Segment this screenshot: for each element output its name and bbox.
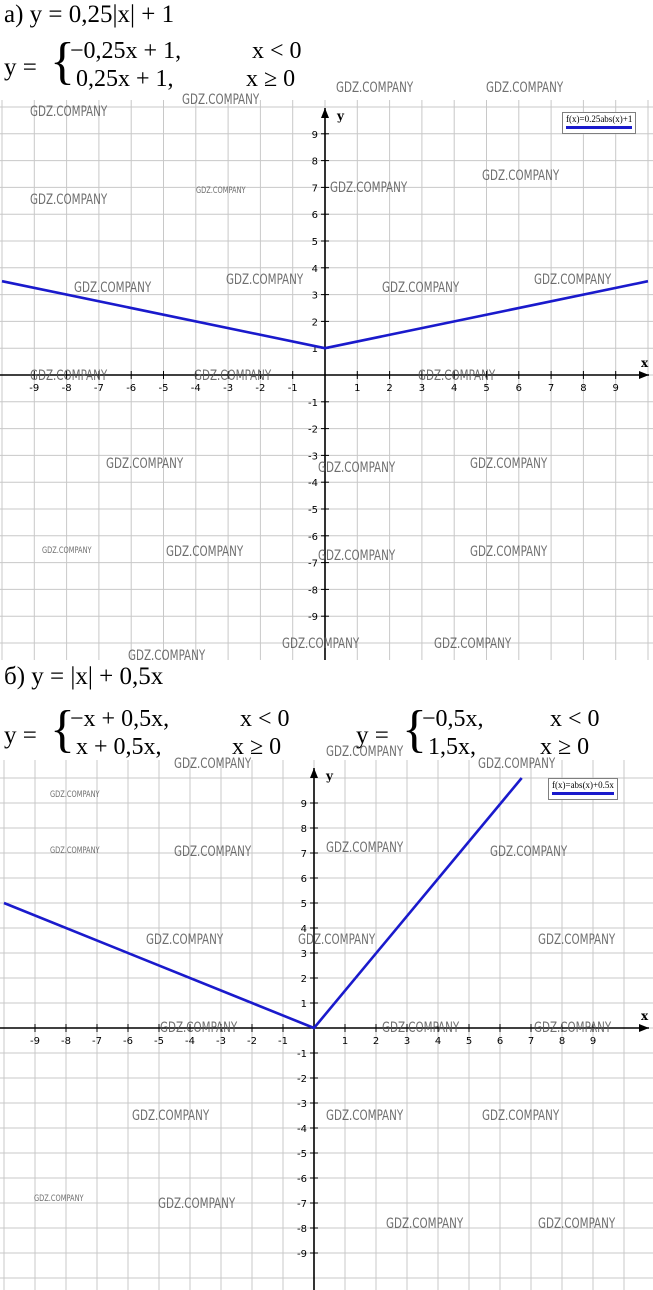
x-axis-arrow (639, 1024, 649, 1032)
watermark-text: GDZ.COMPANY (326, 744, 404, 760)
system-row-2-expr: 0,25x + 1, (76, 66, 174, 92)
watermark-text: GDZ.COMPANY (158, 1196, 236, 1212)
x-tick-label: -4 (185, 1036, 195, 1047)
x-tick-label: 2 (386, 383, 393, 394)
x-tick-label: 9 (612, 383, 619, 394)
x-tick-label: -3 (216, 1036, 226, 1047)
system-row-2-cond: x ≥ 0 (540, 734, 590, 760)
x-tick-label: 6 (515, 383, 522, 394)
watermark-text: GDZ.COMPANY (330, 180, 408, 196)
part-b-system-2 (330, 702, 650, 762)
watermark-text: GDZ.COMPANY (298, 932, 376, 948)
y-axis-label: y (326, 769, 333, 783)
watermark-text: GDZ.COMPANY (534, 272, 612, 288)
watermark-text: GDZ.COMPANY (182, 92, 260, 108)
y-tick-label: -6 (297, 1174, 307, 1185)
part-a-system (0, 34, 330, 94)
y-tick-label: 5 (311, 237, 318, 248)
y-tick-label: 4 (300, 924, 307, 935)
y-tick-label: 9 (300, 799, 307, 810)
x-tick-label: -7 (92, 1036, 102, 1047)
system-row-2-cond: x ≥ 0 (232, 734, 282, 760)
x-tick-label: 3 (403, 1036, 411, 1047)
watermark-text: GDZ.COMPANY (196, 186, 246, 196)
y-tick-label: -4 (308, 478, 318, 490)
y-axis-arrow (310, 768, 318, 778)
y-tick-label: 8 (311, 156, 318, 168)
chart-a-legend (562, 112, 636, 134)
y-tick-label: -8 (308, 585, 318, 597)
x-tick-label: 4 (451, 383, 458, 394)
watermark-text: GDZ.COMPANY (174, 844, 252, 860)
system-row-1-expr: −0,5x, (422, 706, 484, 732)
system-row-1-expr: −x + 0,5x, (70, 706, 170, 732)
x-axis-label: x (641, 1009, 649, 1023)
system-row-1-cond: x < 0 (240, 706, 290, 732)
x-tick-label: 9 (589, 1036, 597, 1047)
y-tick-label: -7 (308, 558, 318, 570)
x-tick-label: 5 (483, 383, 490, 394)
chart-a-legend-line (566, 126, 632, 129)
watermark-text: GDZ.COMPANY (386, 1216, 464, 1232)
watermark-text: GDZ.COMPANY (382, 280, 460, 296)
x-tick-label: -2 (247, 1036, 257, 1047)
system-row-2-expr: x + 0,5x, (76, 734, 162, 760)
y-tick-label: -3 (297, 1099, 307, 1110)
part-a-heading: а) y = 0,25|x| + 1 (4, 1, 175, 28)
system-brace: { (50, 33, 75, 90)
chart-b-legend-label: f(x)=abs(x)+0.5x (552, 780, 614, 790)
system-brace: { (50, 701, 75, 758)
watermark-text: GDZ.COMPANY (226, 272, 304, 288)
x-tick-label: 4 (434, 1036, 442, 1047)
watermark-text: GDZ.COMPANY (470, 456, 548, 472)
x-tick-label: -8 (61, 383, 72, 394)
watermark-text: GDZ.COMPANY (318, 548, 396, 564)
y-tick-label: 6 (311, 210, 318, 222)
watermark-text: GDZ.COMPANY (336, 80, 414, 96)
x-tick-label: -3 (223, 383, 234, 394)
y-tick-label: -1 (297, 1049, 307, 1060)
y-tick-label: 1 (311, 344, 318, 356)
watermark-text: GDZ.COMPANY (326, 840, 404, 856)
watermark-text: GDZ.COMPANY (470, 544, 548, 560)
y-tick-label: 2 (300, 974, 307, 985)
watermark-text: GDZ.COMPANY (160, 1020, 238, 1036)
x-tick-label: -6 (126, 383, 137, 394)
y-tick-label: -9 (297, 1249, 307, 1260)
system-row-1-cond: x < 0 (252, 38, 302, 64)
watermark-text: GDZ.COMPANY (326, 1108, 404, 1124)
watermark-text: GDZ.COMPANY (42, 546, 92, 556)
x-tick-label: 1 (341, 1036, 349, 1047)
y-tick-label: 4 (311, 263, 318, 275)
watermark-text: GDZ.COMPANY (50, 846, 100, 856)
x-tick-label: 5 (465, 1036, 473, 1047)
x-tick-label: 2 (372, 1036, 380, 1047)
y-tick-label: 5 (300, 899, 307, 910)
y-axis-arrow (321, 108, 329, 118)
y-tick-label: -9 (308, 612, 318, 624)
y-tick-label: -5 (297, 1149, 307, 1160)
watermark-text: GDZ.COMPANY (30, 104, 108, 120)
y-tick-label: 2 (311, 317, 318, 329)
watermark-text: GDZ.COMPANY (74, 280, 152, 296)
watermark-text: GDZ.COMPANY (538, 1216, 616, 1232)
y-tick-label: 6 (300, 874, 307, 885)
system-lhs: y = (4, 54, 37, 81)
watermark-text: GDZ.COMPANY (132, 1108, 210, 1124)
x-tick-label: -7 (93, 383, 104, 394)
x-tick-label: -8 (61, 1036, 71, 1047)
y-tick-label: 7 (300, 849, 307, 860)
y-tick-label: 3 (300, 949, 307, 960)
y-tick-label: -4 (297, 1124, 307, 1135)
watermark-text: GDZ.COMPANY (34, 1194, 84, 1204)
x-axis-label: x (641, 356, 649, 370)
part-b-system-1 (0, 702, 320, 762)
watermark-text: GDZ.COMPANY (382, 1020, 460, 1036)
watermark-text: GDZ.COMPANY (30, 192, 108, 208)
system-lhs: y = (356, 722, 389, 749)
chart-a (0, 100, 653, 660)
system-row-1-cond: x < 0 (550, 706, 600, 732)
watermark-text: GDZ.COMPANY (106, 456, 184, 472)
watermark-text: GDZ.COMPANY (174, 756, 252, 772)
y-axis-label: y (337, 109, 344, 123)
x-tick-label: 1 (354, 383, 361, 394)
x-tick-label: -9 (30, 1036, 40, 1047)
x-tick-label: 8 (580, 383, 587, 394)
watermark-text: GDZ.COMPANY (478, 756, 556, 772)
watermark-text: GDZ.COMPANY (282, 636, 360, 652)
watermark-text: GDZ.COMPANY (318, 460, 396, 476)
watermark-text: GDZ.COMPANY (482, 168, 560, 184)
y-tick-label: -6 (308, 531, 318, 543)
x-tick-label: 7 (527, 1036, 535, 1047)
x-tick-label: -1 (278, 1036, 288, 1047)
system-row-2-cond: x ≥ 0 (246, 66, 296, 92)
y-tick-label: -8 (297, 1224, 307, 1235)
watermark-text: GDZ.COMPANY (486, 80, 564, 96)
part-b-heading: б) y = |x| + 0,5x (4, 663, 164, 690)
system-lhs: y = (4, 722, 37, 749)
watermark-text: GDZ.COMPANY (128, 648, 206, 664)
x-tick-label: -1 (287, 383, 298, 394)
x-tick-label: -5 (154, 1036, 164, 1047)
x-tick-label: 7 (547, 383, 555, 394)
watermark-text: GDZ.COMPANY (482, 1108, 560, 1124)
y-tick-label: 7 (311, 183, 318, 195)
watermark-text: GDZ.COMPANY (534, 1020, 612, 1036)
x-tick-label: 8 (558, 1036, 566, 1047)
chart-b-legend (548, 778, 618, 800)
y-tick-label: 9 (311, 129, 318, 141)
x-tick-label: -2 (255, 383, 266, 394)
chart-b (0, 760, 653, 1290)
watermark-text: GDZ.COMPANY (418, 368, 496, 384)
watermark-text: GDZ.COMPANY (30, 368, 108, 384)
watermark-text: GDZ.COMPANY (50, 790, 100, 800)
watermark-text: GDZ.COMPANY (146, 932, 224, 948)
watermark-text: GDZ.COMPANY (194, 368, 272, 384)
x-tick-label: -5 (158, 383, 169, 394)
x-tick-label: 3 (418, 383, 426, 394)
y-tick-label: -1 (308, 397, 318, 409)
x-tick-label: 6 (496, 1036, 504, 1047)
y-tick-label: -3 (308, 451, 318, 463)
watermark-text: GDZ.COMPANY (538, 932, 616, 948)
y-tick-label: 8 (300, 824, 307, 835)
chart-a-legend-label: f(x)=0.25abs(x)+1 (566, 114, 633, 124)
x-tick-label: -6 (123, 1036, 133, 1047)
x-tick-label: -9 (29, 383, 40, 394)
watermark-text: GDZ.COMPANY (166, 544, 244, 560)
system-row-2-expr: 1,5x, (428, 734, 476, 760)
watermark-text: GDZ.COMPANY (490, 844, 568, 860)
y-tick-label: -2 (297, 1074, 307, 1085)
y-tick-label: 3 (311, 290, 318, 302)
y-tick-label: -2 (308, 424, 318, 436)
y-tick-label: 1 (300, 999, 307, 1010)
system-row-1-expr: −0,25x + 1, (70, 38, 182, 64)
chart-b-legend-line (552, 792, 614, 795)
watermark-text: GDZ.COMPANY (434, 636, 512, 652)
x-tick-label: -4 (190, 383, 201, 394)
y-tick-label: -7 (297, 1199, 307, 1210)
y-tick-label: -5 (308, 505, 318, 516)
system-brace: { (402, 701, 427, 758)
